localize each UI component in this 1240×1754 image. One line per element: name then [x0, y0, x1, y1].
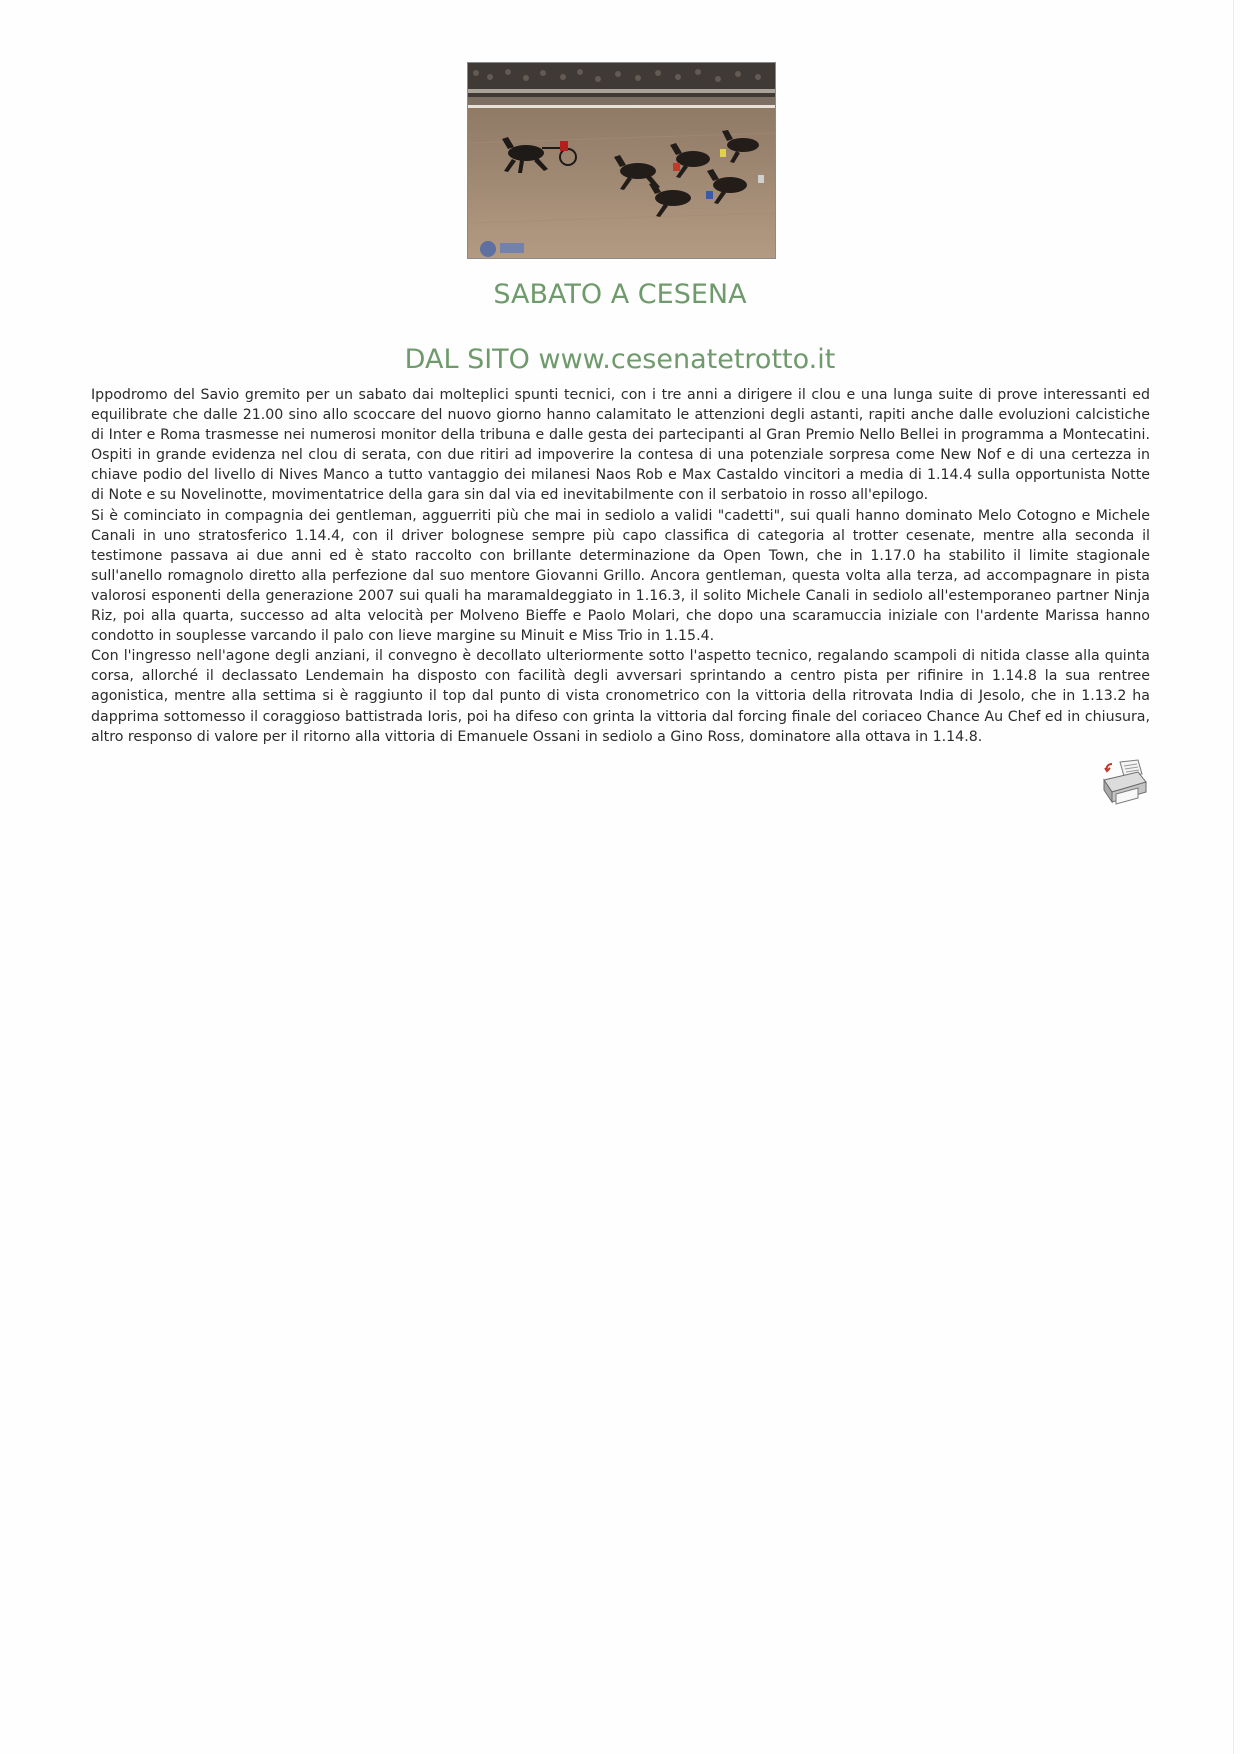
article-paragraph-1: Ippodromo del Savio gremito per un sabato dai molteplici spunti tecnici, con i tre anni a dirigere il clou e una lunga suite di prove interessanti ed equilibrate che dalle 21.00 sino allo scoccare del nuovo giorno hanno calamitato le attenzioni degli astanti, rapiti anche dalle evoluzioni calcistiche di Inter e Roma trasmesse nei numerosi monitor della tribuna e dalle gesta dei partecipanti al Gran Premio Nello Bellei in programma a Montecatini. Ospiti in grande evidenza nel clou di serata, con due ritiri ad impoverire la contesa di una potenziale sorpresa come New Nof e di una certezza in chiave podio del livello di Nives Manco a tutto vantaggio dei milanesi Naos Rob e Max Castaldo vincitori a media di 1.14.4 sulla opportunista Notte di Note e su Novelinotte, movimentatrice della gara sin dal via ed inevitabilmente con il serbatoio in rosso all'epilogo. — [91, 387, 1150, 504]
article-paragraph-3: Con l'ingresso nell'agone degli anziani, il convegno è decollato ulteriormente sotto l'aspetto tecnico, regalando scampoli di nitida classe alla quinta corsa, allorché il declassato Lendemain ha disposto con facilità degli avversari sprintando a centro pista per rifinire in 1.14.8 la sua rentree agonistica, mentre alla settima si è raggiunto il top dal punto di vista cronometrico con la vittoria della ritrovata India di Jesolo, che in 1.13.2 ha dapprima sottomesso il coraggioso battistrada Ioris, poi ha difeso con grinta la vittoria dal forcing finale del coriaceo Chance Au Chef ed in chiusura, altro responso di valore per il ritorno alla vittoria di Emanuele Ossani in sediolo a Gino Ross, dominatore alla ottava in 1.14.8. — [91, 648, 1150, 745]
article-body — [91, 385, 1150, 747]
page-title: SABATO A CESENA — [493, 279, 747, 310]
scan-edge-line — [1233, 0, 1234, 1754]
article-paragraph-2: Si è cominciato in compagnia dei gentleman, agguerriti più che mai in sediolo a validi "cadetti", sui quali hanno dominato Melo Cotogno e Michele Canali in uno stratosferico 1.14.4, con il driver bolognese sempre più capo classifica di categoria al trotter cesenate, mentre alla seconda il testimone passava ai due anni ed è stato raccolto con brillante determinazione da Open Town, che in 1.17.0 ha stabilito il limite stagionale sull'anello romagnolo diretto alla perfezione dal suo mentore Giovanni Grillo. Ancora gentleman, questa volta alla terza, ad accompagnare in pista valorosi esponenti della generazione 2007 sui quali ha maramaldeggiato in 1.16.3, il solito Michele Canali in sediolo all'estemporaneo partner Ninja Riz, poi alla quarta, successo ad alta velocità per Molveno Bieffe e Paolo Molari, che dopo una scaramuccia iniziale con l'ardente Marissa hanno condotto in souplesse varcando il palo con lieve margine su Minuit e Miss Trio in 1.15.4. — [91, 507, 1150, 645]
source-subtitle: DAL SITO www.cesenatetrotto.it — [404, 344, 836, 375]
print-button[interactable] — [1098, 758, 1150, 808]
harness-race-photo — [467, 62, 776, 259]
print-icon — [1098, 758, 1150, 808]
